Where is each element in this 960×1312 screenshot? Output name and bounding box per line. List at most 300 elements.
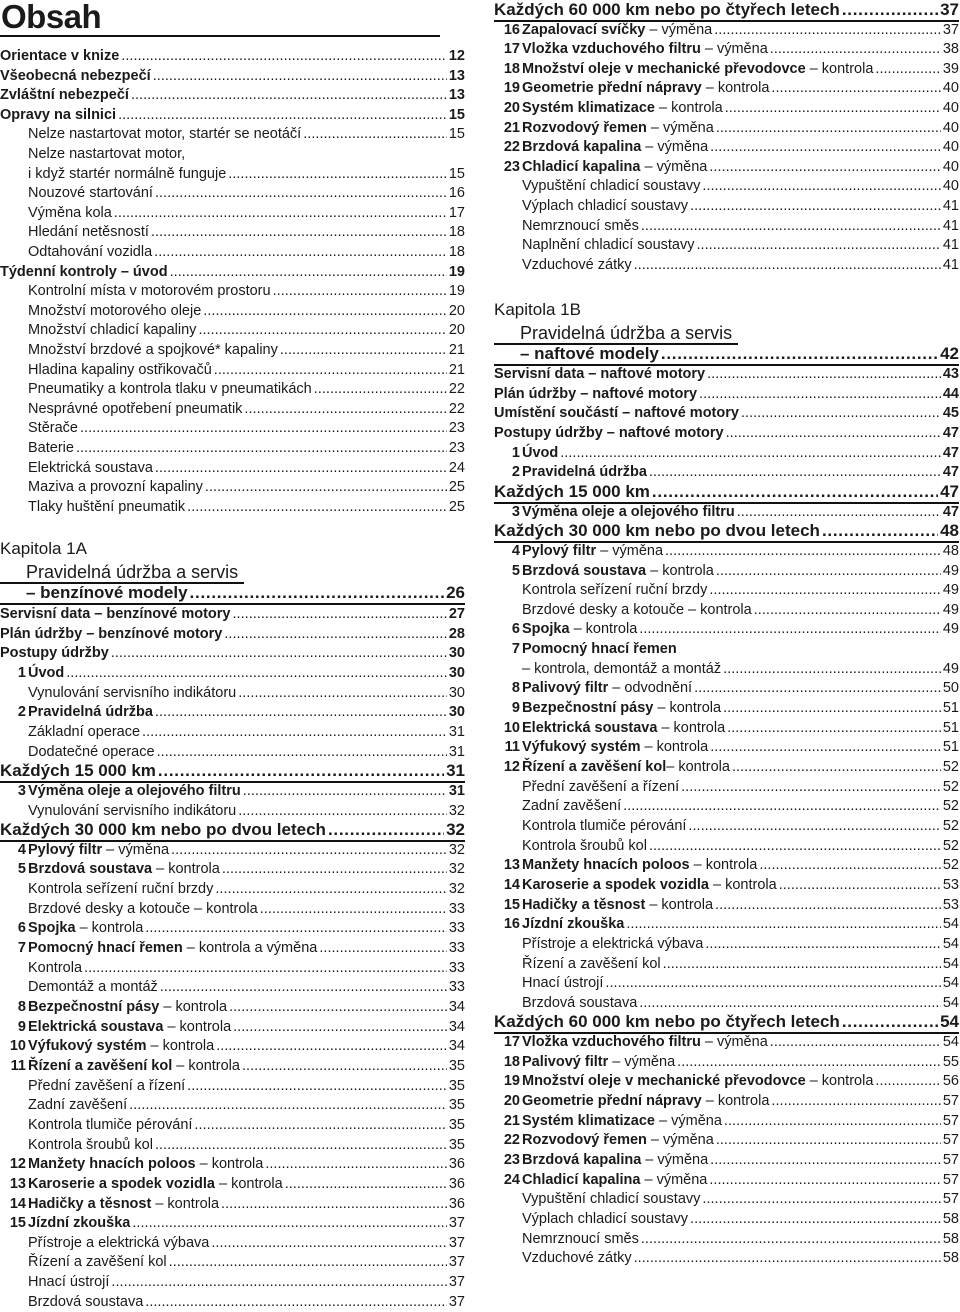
toc-entry[interactable] [0,262,465,282]
toc-entry-label: Dodatečné operace [28,743,155,760]
toc-entry[interactable] [0,1174,465,1194]
toc-entry[interactable] [494,1209,959,1229]
toc-leader-dots [710,139,941,155]
toc-leader-dots [157,744,447,760]
toc-entry[interactable] [494,39,959,59]
toc-leader-dots [770,1034,941,1050]
toc-entry-label: Pneumatiky a kontrola tlaku v pneumatikách [28,381,312,398]
toc-entry-label: Bezpečnostní pásy – kontrola [28,999,228,1015]
toc-entry[interactable] [494,137,959,157]
toc-leader-dots [716,1132,941,1148]
toc-entry-label: Vypuštění chladicí soustavy [522,1191,701,1208]
toc-page-number: 52 [942,759,959,775]
toc-page-number: 38 [942,41,959,58]
toc-entry[interactable] [494,20,959,40]
toc-entry[interactable] [0,1135,465,1155]
toc-page-number: 34 [448,999,465,1015]
toc-leader-dots [661,346,938,362]
toc-entry[interactable] [0,1154,465,1174]
toc-leader-dots [771,1093,940,1109]
toc-page-number: 54 [942,975,959,992]
toc-entry[interactable] [494,1229,959,1249]
toc-entry-label: Brzdová soustava [522,994,638,1011]
toc-entry[interactable] [0,1272,465,1292]
toc-entry-label: Základní operace [28,723,141,740]
toc-leader-dots [641,1231,941,1247]
toc-entry-label: Kontrola tlumiče pérování [28,1116,193,1133]
toc-leader-dots [623,798,941,814]
toc-entry[interactable] [494,1150,959,1170]
toc-entry-number: 2 [511,464,520,481]
toc-entry-label: i když startér normálně funguje [28,165,227,182]
toc-page-number: 35 [448,1057,465,1074]
toc-leader-dots [779,877,941,893]
toc-entry[interactable] [0,497,465,517]
toc-entry[interactable] [494,836,959,856]
toc-entry-label: Palivový filtr – odvodnění [522,680,693,697]
toc-entry[interactable] [0,183,465,203]
toc-page-number: 40 [942,139,959,156]
toc-entry[interactable] [494,59,959,79]
toc-leader-dots [80,420,447,436]
toc-leader-dots [694,680,941,696]
toc-entry[interactable] [494,502,959,522]
toc-entry[interactable] [0,1017,465,1037]
toc-page-number: 49 [942,562,959,579]
toc-entry[interactable] [494,157,959,177]
toc-entry[interactable] [0,997,465,1017]
toc-leader-dots [725,100,941,116]
toc-leader-dots [649,464,941,480]
toc-entry[interactable] [0,899,465,919]
toc-page-number: 36 [448,1195,465,1212]
toc-entry-label: Demontáž a montáž [28,979,158,996]
toc-leader-dots [705,936,941,952]
toc-page-number: 36 [448,1175,465,1192]
toc-page-number: 31 [448,782,465,799]
toc-entry[interactable] [494,462,959,482]
toc-leader-dots [222,861,447,877]
toc-page-number: 56 [942,1073,959,1090]
toc-entry[interactable] [0,840,465,860]
toc-entry-number: 23 [503,158,520,175]
toc-leader-dots [142,724,447,740]
toc-entry[interactable] [0,859,465,879]
toc-entry-label: Rozvodový řemen – výměna [522,119,714,136]
toc-leader-dots [710,1152,941,1168]
toc-page-number: 40 [942,80,959,97]
toc-entry-number: 13 [9,1175,26,1192]
toc-entry-label: Brzdová kapalina – výměna [522,139,709,156]
toc-leader-dots [114,205,447,221]
toc-page-number: 32 [448,881,465,898]
toc-entry-number: 7 [17,940,26,957]
toc-entry[interactable] [494,176,959,196]
page-title: Obsah [1,0,102,35]
toc-entry-number: 18 [503,60,520,77]
toc-page-number: 57 [942,1093,959,1110]
toc-entry[interactable] [0,1036,465,1056]
toc-leader-dots [238,803,447,819]
toc-entry[interactable] [494,619,959,639]
toc-entry[interactable] [0,958,465,978]
toc-page-number: 33 [448,979,465,996]
toc-entry[interactable] [0,360,465,380]
toc-entry[interactable] [494,855,959,875]
toc-entry[interactable] [494,718,959,738]
toc-entry[interactable] [494,777,959,797]
toc-entry-label: Tlaky huštění pneumatik [28,498,186,515]
toc-entry-label: Vložka vzduchového filtru – výměna [522,1034,768,1051]
toc-entry[interactable] [494,1032,959,1052]
chapter-title-continued[interactable] [0,583,465,605]
toc-page-number: 32 [448,861,465,878]
toc-entry-label: Nouzové startování [28,185,153,202]
toc-entry[interactable] [0,879,465,899]
toc-entry[interactable] [494,443,959,463]
toc-entry-number: 11 [504,739,520,756]
toc-entry[interactable] [0,438,465,458]
toc-page-number: 32 [448,802,465,819]
toc-entry-number: 3 [511,503,520,520]
toc-page-number: 49 [942,660,959,677]
toc-entry[interactable] [0,458,465,478]
toc-leader-dots [145,1294,447,1310]
toc-entry-label: Řízení a zavěšení kol – kontrola [28,1057,240,1074]
toc-entry[interactable] [494,600,959,620]
toc-entry-number: 4 [511,542,520,559]
toc-page-number: 45 [942,405,959,422]
toc-entry[interactable] [494,423,959,443]
toc-entry[interactable] [494,895,959,915]
toc-page-number: 30 [448,645,465,662]
toc-entry[interactable] [0,1252,465,1272]
toc-entry-label: Elektrická soustava [28,459,153,476]
toc-entry[interactable] [494,1052,959,1072]
toc-entry-label: Množství motorového oleje [28,302,202,319]
toc-entry-label: Rozvodový řemen – výměna [522,1132,714,1149]
toc-entry-label: Pylový filtr – výměna [28,841,170,858]
toc-entry[interactable] [494,196,959,216]
toc-entry-label: Hnací ústrojí [522,975,604,992]
toc-entry[interactable] [0,105,465,125]
toc-leader-dots [224,626,446,642]
toc-entry[interactable] [0,418,465,438]
toc-leader-dots [158,763,444,779]
toc-page-number: 54 [942,1034,959,1051]
toc-entry[interactable] [0,242,465,262]
toc-entry-label: Vynulování servisního indikátoru [28,684,237,701]
toc-page-number: 41 [942,237,959,254]
toc-entry[interactable] [0,144,465,164]
toc-page-number: 21 [448,361,465,378]
toc-entry[interactable] [494,255,959,275]
toc-entry[interactable] [0,1115,465,1135]
toc-leader-dots [842,1014,938,1030]
toc-entry[interactable] [494,954,959,974]
toc-page-number: 51 [942,719,959,736]
toc-page-number: 40 [942,100,959,116]
toc-entry[interactable] [494,561,959,581]
toc-entry[interactable] [0,320,465,340]
toc-leader-dots [155,460,447,476]
toc-leader-dots [709,159,940,175]
toc-entry[interactable] [0,85,465,105]
toc-leader-dots [260,901,447,917]
toc-entry-number: 14 [9,1195,26,1212]
toc-page-number: 31 [448,743,465,760]
toc-leader-dots [111,645,447,661]
toc-entry[interactable] [494,1111,959,1131]
toc-entry-number: 21 [503,119,520,136]
toc-page-number: 47 [942,444,959,461]
toc-entry[interactable] [0,66,465,86]
toc-entry[interactable] [0,1213,465,1233]
toc-entry-label: Každých 30 000 km nebo po dvou letech [0,820,326,840]
toc-leader-dots [723,700,941,716]
toc-entry[interactable] [0,1194,465,1214]
toc-leader-dots [160,979,447,995]
title-rule [0,35,440,37]
toc-entry[interactable] [0,938,465,958]
toc-entry[interactable] [0,124,465,144]
toc-page-number: 54 [942,916,959,933]
toc-entry[interactable] [0,918,465,938]
toc-entry-number: 9 [511,700,520,717]
chapter-title[interactable]: Pravidelná údržba a servis [0,561,244,583]
toc-entry-label: Geometrie přední nápravy – kontrola [522,1093,770,1110]
toc-page-number: 52 [942,837,959,854]
toc-entry[interactable] [494,973,959,993]
toc-page-number: 47 [942,503,959,520]
toc-entry[interactable] [494,235,959,255]
toc-entry[interactable] [0,340,465,360]
toc-leader-dots [709,1172,940,1188]
toc-entry[interactable] [494,1130,959,1150]
toc-page-number: 47 [942,464,959,481]
toc-leader-dots [688,818,940,834]
toc-entry[interactable] [494,993,959,1013]
toc-entry-number: 13 [503,857,520,874]
toc-leader-dots [714,22,941,38]
toc-entry[interactable] [0,604,465,624]
toc-entry[interactable] [0,722,465,742]
toc-entry[interactable] [494,737,959,757]
toc-entry[interactable] [494,98,959,118]
toc-entry[interactable] [0,742,465,762]
toc-leader-dots [129,1097,447,1113]
toc-entry-number: 8 [511,680,520,697]
toc-entry[interactable] [0,683,465,703]
toc-entry[interactable] [494,1091,959,1111]
toc-entry-number: 21 [503,1112,520,1129]
chapter-subtitle: – benzínové modely [26,583,188,602]
toc-entry[interactable] [494,403,959,423]
toc-entry-label: Brzdové desky a kotouče – kontrola [522,601,752,618]
toc-entry[interactable] [0,663,465,683]
toc-entry-label: Pravidelná údržba [28,704,153,721]
toc-page-number: 52 [942,798,959,815]
toc-page-number: 15 [448,165,465,182]
toc-entry-label: Zadní zavěšení [522,798,622,815]
toc-entry[interactable] [494,1071,959,1091]
toc-entry[interactable] [0,977,465,997]
toc-entry-label: Množství oleje v mechanické převodovce – kontrola [522,60,874,77]
toc-page-number: 30 [448,664,465,681]
toc-entry[interactable] [0,222,465,242]
toc-entry[interactable] [0,477,465,497]
toc-page-number: 37 [448,1254,465,1271]
toc-entry-label: Chladicí kapalina – výměna [522,1171,708,1188]
toc-entry-number: 7 [511,641,520,658]
toc-entry[interactable] [0,643,465,663]
toc-leader-dots [211,1235,447,1251]
toc-entry[interactable] [0,46,465,66]
toc-page-number: 23 [448,420,465,437]
toc-leader-dots [677,1054,941,1070]
toc-entry-label: Nesprávné opotřebení pneumatik [28,400,243,417]
toc-page-number: 15 [448,106,465,123]
toc-entry[interactable] [0,379,465,399]
toc-entry-label: Kontrola seřízení ruční brzdy [522,582,708,599]
toc-leader-dots [187,1078,447,1094]
toc-entry[interactable] [0,301,465,321]
toc-page-number: 41 [942,256,959,273]
toc-entry[interactable] [0,624,465,644]
toc-page-number: 57 [942,1112,959,1129]
toc-entry-label: Pylový filtr – výměna [522,542,664,559]
toc-leader-dots [228,166,447,182]
toc-leader-dots [726,425,941,441]
toc-entry[interactable] [0,1076,465,1096]
toc-entry-number: 9 [17,1018,26,1035]
toc-entry[interactable] [494,118,959,138]
toc-entry[interactable] [0,702,465,722]
toc-entry[interactable] [494,875,959,895]
toc-entry[interactable] [494,78,959,98]
toc-page-number: 41 [942,198,959,214]
toc-entry-label: Týdenní kontroly – úvod [0,263,168,280]
toc-entry[interactable] [0,281,465,301]
toc-entry-number: 5 [17,861,26,878]
toc-page-number: 22 [448,400,465,417]
toc-leader-dots [641,218,941,234]
toc-entry-label: Pomocný hnací řemen – kontrola a výměna [28,940,318,957]
toc-entry[interactable] [494,816,959,836]
toc-entry-label: Přístroje a elektrická výbava [28,1234,210,1251]
toc-entry[interactable] [0,1056,465,1076]
toc-entry[interactable] [494,914,959,934]
toc-page-number: 33 [448,940,465,957]
toc-entry-label: Množství chladicí kapaliny [28,322,197,339]
toc-page-number: 33 [448,900,465,917]
toc-entry[interactable] [0,801,465,821]
toc-entry[interactable] [494,1189,959,1209]
toc-entry-label: Karoserie a spodek vozidla – kontrola [522,876,777,893]
toc-entry[interactable] [494,216,959,236]
toc-entry[interactable] [0,164,465,184]
toc-entry-number: 10 [9,1038,26,1055]
toc-entry-label: Chladicí kapalina – výměna [522,158,708,175]
toc-entry[interactable] [494,541,959,561]
toc-entry[interactable] [494,1170,959,1190]
toc-leader-dots [771,80,940,96]
toc-page-number: 55 [942,1053,959,1070]
toc-entry[interactable] [494,678,959,698]
toc-entry[interactable] [494,364,959,384]
toc-entry[interactable] [494,934,959,954]
toc-entry[interactable] [0,1292,465,1312]
toc-entry[interactable] [494,796,959,816]
toc-entry-number: 6 [17,920,26,937]
toc-leader-dots [560,445,941,461]
toc-page-number: 35 [448,1077,465,1094]
toc-page-number: 54 [942,955,959,972]
toc-leader-dots [155,704,447,720]
toc-entry-label: Vložka vzduchového filtru – výměna [522,41,768,58]
toc-leader-dots [690,198,941,214]
toc-page-number: 52 [942,817,959,834]
toc-entry[interactable] [494,580,959,600]
toc-page-number: 48 [942,542,959,559]
toc-page-number: 36 [448,1156,465,1173]
toc-page-number: 57 [942,1171,959,1188]
toc-entry-number: 16 [503,916,520,933]
toc-entry-label: Výfukový systém – kontrola [28,1038,215,1055]
toc-entry-number: 5 [511,562,520,579]
toc-page-number: 42 [940,344,959,363]
toc-entry[interactable] [0,203,465,223]
toc-entry[interactable] [0,1233,465,1253]
toc-entry[interactable] [0,781,465,801]
toc-entry-label: Opravy na silnici [0,106,117,123]
toc-entry[interactable] [494,659,959,679]
toc-leader-dots [723,661,941,677]
toc-entry[interactable] [494,757,959,777]
toc-entry[interactable] [494,639,959,659]
toc-leader-dots [709,582,940,598]
toc-entry-label: Úvod [28,664,65,681]
toc-entry-label: Brzdová soustava [28,1293,144,1310]
toc-entry-label: Systém klimatizace – kontrola [522,100,723,116]
toc-leader-dots [741,405,941,421]
toc-page-number: 24 [448,459,465,476]
toc-leader-dots [690,1211,941,1227]
toc-page-number: 57 [942,1191,959,1208]
toc-entry-label: Množství oleje v mechanické převodovce – kontrola [522,1073,874,1090]
toc-entry[interactable] [0,399,465,419]
toc-entry-label: Jízdní zkouška [522,916,625,933]
toc-entry[interactable] [0,1095,465,1115]
toc-entry[interactable] [494,384,959,404]
toc-leader-dots [155,1137,447,1153]
chapter-subtitle: – naftové modely [520,344,659,363]
toc-page-number: 53 [942,896,959,913]
toc-entry-label: Manžety hnacích poloos – kontrola [522,857,758,874]
chapter-title-continued[interactable] [494,344,959,366]
toc-entry[interactable] [494,698,959,718]
toc-page-number: 21 [448,342,465,358]
toc-leader-dots [702,1191,940,1207]
toc-entry[interactable] [494,1248,959,1268]
toc-entry-label: Brzdová soustava – kontrola [522,562,714,579]
chapter-label: Kapitola 1A [0,539,87,558]
toc-entry-label: Nelze nastartovat motor, [28,146,186,162]
chapter-title[interactable]: Pravidelná údržba a servis [494,322,738,344]
toc-entry-label: Nelze nastartovat motor, startér se neotáčí [28,126,302,143]
toc-entry-label: Výměna oleje a olejového filtru [28,782,241,799]
toc-entry-label: Každých 15 000 km [494,481,650,501]
